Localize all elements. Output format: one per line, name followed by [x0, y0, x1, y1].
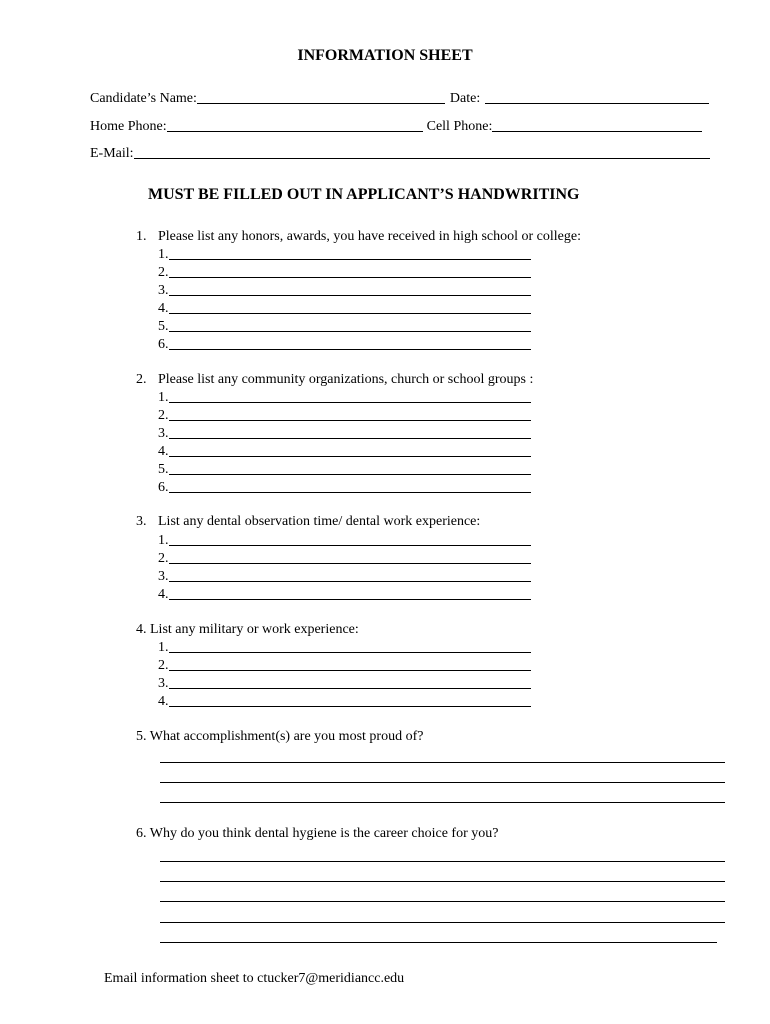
answer-field[interactable]	[160, 802, 725, 803]
answer-line[interactable]	[158, 639, 531, 656]
footer-note: Email information sheet to ctucker7@meridiancc.edu	[104, 971, 405, 986]
answer-field[interactable]	[169, 567, 531, 582]
answer-number: 1.	[158, 247, 169, 262]
answer-number: 2.	[158, 265, 169, 280]
answer-field[interactable]	[169, 549, 531, 564]
answer-field[interactable]	[169, 335, 531, 350]
answer-field[interactable]	[169, 406, 531, 421]
email-row	[90, 142, 712, 162]
answer-number: 6.	[158, 480, 169, 495]
answer-line[interactable]	[158, 461, 531, 478]
answer-line[interactable]	[158, 318, 531, 335]
answer-field[interactable]	[169, 674, 531, 689]
answer-field[interactable]	[160, 782, 725, 783]
name-date-row	[90, 87, 711, 107]
answer-number: 3.	[158, 283, 169, 298]
page-title: INFORMATION SHEET	[297, 47, 473, 64]
answer-field[interactable]	[169, 638, 531, 653]
question-text: Why do you think dental hygiene is the career choice for you?	[149, 826, 499, 841]
answer-field[interactable]	[169, 478, 531, 493]
home-phone-label: Home Phone:	[90, 119, 167, 134]
cell-phone-label: Cell Phone:	[426, 119, 493, 134]
answer-line[interactable]	[158, 443, 531, 460]
answer-field[interactable]	[169, 585, 531, 600]
answer-field[interactable]	[169, 299, 531, 314]
answer-line[interactable]	[158, 246, 531, 263]
answer-line[interactable]	[158, 425, 531, 442]
answer-line[interactable]	[158, 389, 531, 406]
answer-field[interactable]	[160, 942, 717, 943]
answer-line[interactable]	[158, 407, 531, 424]
answer-line[interactable]	[158, 479, 531, 496]
answer-field[interactable]	[160, 922, 725, 923]
question-4	[136, 622, 359, 638]
answer-line[interactable]	[158, 568, 531, 585]
answer-number: 2.	[158, 551, 169, 566]
answer-field[interactable]	[169, 424, 531, 439]
answer-line[interactable]	[158, 264, 531, 281]
answer-field[interactable]	[160, 861, 725, 862]
answer-field[interactable]	[169, 263, 531, 278]
email-field[interactable]	[134, 145, 710, 159]
question-3	[136, 514, 480, 530]
candidate-name-field[interactable]	[197, 90, 445, 104]
answer-field[interactable]	[169, 388, 531, 403]
question-1	[136, 229, 581, 245]
answer-number: 5.	[158, 462, 169, 477]
question-number: 6.	[136, 826, 147, 841]
answer-number: 4.	[158, 587, 169, 602]
question-2	[136, 372, 533, 388]
question-text: List any dental observation time/ dental work experience:	[158, 514, 481, 529]
question-text: Please list any honors, awards, you have received in high school or college:	[158, 229, 581, 244]
question-text: List any military or work experience:	[150, 622, 359, 637]
answer-field[interactable]	[169, 317, 531, 332]
answer-number: 1.	[158, 533, 169, 548]
answer-line[interactable]	[158, 550, 531, 567]
question-number: 2.	[136, 372, 147, 387]
answer-field[interactable]	[169, 531, 531, 546]
answer-number: 3.	[158, 676, 169, 691]
cell-phone-field[interactable]	[492, 118, 702, 132]
answer-line[interactable]	[158, 300, 531, 317]
handwriting-notice: MUST BE FILLED OUT IN APPLICANT’S HANDWRITING	[148, 186, 580, 203]
question-text: What accomplishment(s) are you most proud of?	[149, 729, 424, 744]
answer-field[interactable]	[160, 901, 725, 902]
answer-number: 2.	[158, 408, 169, 423]
answer-field[interactable]	[169, 656, 531, 671]
question-text: Please list any community organizations, church or school groups :	[158, 372, 534, 387]
answer-line[interactable]	[158, 675, 531, 692]
answer-line[interactable]	[158, 586, 531, 603]
candidate-name-label: Candidate’s Name:	[90, 91, 197, 106]
answer-field[interactable]	[169, 245, 531, 260]
answer-number: 4.	[158, 301, 169, 316]
answer-field[interactable]	[169, 460, 531, 475]
answer-line[interactable]	[158, 657, 531, 674]
answer-number: 4.	[158, 444, 169, 459]
answer-number: 6.	[158, 337, 169, 352]
answer-number: 2.	[158, 658, 169, 673]
answer-number: 1.	[158, 640, 169, 655]
answer-field[interactable]	[169, 442, 531, 457]
answer-field[interactable]	[169, 692, 531, 707]
answer-field[interactable]	[160, 881, 725, 882]
date-label: Date:	[449, 91, 481, 106]
answer-line[interactable]	[158, 282, 531, 299]
answer-line[interactable]	[158, 336, 531, 353]
question-number: 5.	[136, 729, 147, 744]
date-field[interactable]	[485, 90, 709, 104]
question-number: 3.	[136, 514, 147, 529]
question-5	[136, 729, 423, 745]
home-phone-field[interactable]	[167, 118, 423, 132]
answer-number: 3.	[158, 426, 169, 441]
email-label: E-Mail:	[90, 146, 134, 161]
answer-field[interactable]	[160, 762, 725, 763]
answer-number: 1.	[158, 390, 169, 405]
phone-row	[90, 115, 704, 135]
answer-line[interactable]	[158, 693, 531, 710]
question-6	[136, 826, 498, 842]
answer-line[interactable]	[158, 532, 531, 549]
answer-number: 5.	[158, 319, 169, 334]
answer-field[interactable]	[169, 281, 531, 296]
question-number: 1.	[136, 229, 147, 244]
answer-number: 3.	[158, 569, 169, 584]
answer-number: 4.	[158, 694, 169, 709]
question-number: 4.	[136, 622, 147, 637]
